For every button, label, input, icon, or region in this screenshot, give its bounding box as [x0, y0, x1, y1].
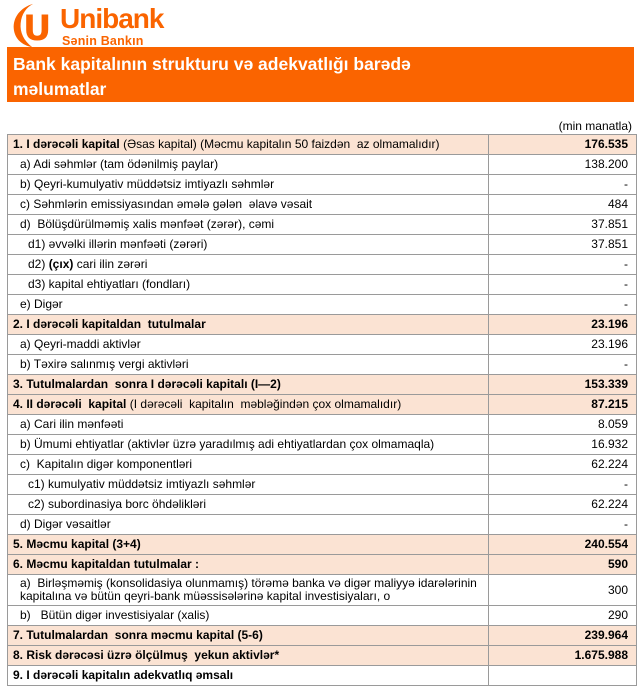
row-label-pre: c) Səhmlərin emissiyasından əmələ gələn əlavə vəsait: [20, 197, 313, 211]
row-label-pre: b) Ümumi ehtiyatlar (aktivlər üzrə yaradılmış adi ehtiyatlardan çox olmamaqla): [20, 437, 435, 451]
table-row: [8, 235, 637, 255]
row-label: [8, 335, 489, 355]
header: [0, 0, 642, 47]
row-label: [8, 555, 489, 575]
table-row: [8, 155, 637, 175]
row-value: -: [489, 275, 637, 295]
unibank-logo-icon: [11, 3, 57, 49]
table-row: [8, 335, 637, 355]
row-value: 239.964: [489, 626, 637, 646]
row-label: [8, 646, 489, 666]
table-row: [8, 175, 637, 195]
row-label: [8, 575, 489, 606]
table-row: [8, 626, 637, 646]
row-label: [8, 375, 489, 395]
table-row: [8, 375, 637, 395]
row-value: 62.224: [489, 495, 637, 515]
row-label-post: cari ilin zərəri: [73, 257, 148, 271]
row-label-pre: c1) kumulyativ müddətsiz imtiyazlı səhmlər: [28, 477, 256, 491]
table-row: [8, 646, 637, 666]
table-row: [8, 275, 637, 295]
table-row: [8, 535, 637, 555]
row-label-pre: b) Təxirə salınmış vergi aktivləri: [20, 357, 189, 371]
table-row: [8, 255, 637, 275]
row-label-bold: 6. Məcmu kapitaldan tutulmalar :: [13, 557, 200, 571]
row-value: 62.224: [489, 455, 637, 475]
row-value: 37.851: [489, 235, 637, 255]
logo-tagline: Sənin Bankın: [62, 34, 144, 48]
table-row: [8, 435, 637, 455]
row-label-pre: e) Digər: [20, 297, 63, 311]
row-label: [8, 435, 489, 455]
row-value: -: [489, 355, 637, 375]
row-label: [8, 475, 489, 495]
row-label: [8, 235, 489, 255]
row-label-bold: 2. I dərəcəli kapitaldan tutulmalar: [13, 317, 206, 331]
row-label-bold: 7. Tutulmalardan sonra məcmu kapital (5-6): [13, 628, 263, 642]
row-label: [8, 255, 489, 275]
row-value: 300: [489, 575, 637, 606]
table-row: [8, 575, 637, 606]
report-title-line-2: məlumatlar: [13, 79, 107, 99]
row-value: 138.200: [489, 155, 637, 175]
row-label-pre: b) Bütün digər investisiyalar (xalis): [20, 608, 210, 622]
table-row: [8, 295, 637, 315]
row-value: 590: [489, 555, 637, 575]
capital-table-body: [8, 135, 637, 686]
row-value: -: [489, 295, 637, 315]
row-label-pre: d1) əvvəlki illərin mənfəəti (zərəri): [28, 237, 208, 251]
table-row: [8, 195, 637, 215]
row-label-pre: d3) kapital ehtiyatları (fondları): [28, 277, 191, 291]
row-label-bold: 4. II dərəcəli kapital: [13, 397, 127, 411]
row-label-pre: a) Cari ilin mənfəəti: [20, 417, 124, 431]
table-row: [8, 495, 637, 515]
row-label: [8, 415, 489, 435]
table-row: [8, 415, 637, 435]
row-label-pre: c) Kapitalın digər komponentləri: [20, 457, 193, 471]
row-label-bold: 3. Tutulmalardan sonra I dərəcəli kapitalı (I—2): [13, 377, 281, 391]
table-row: [8, 606, 637, 626]
row-label: [8, 395, 489, 415]
row-label-pre: d) Digər vəsaitlər: [20, 517, 111, 531]
row-label-bold: (çıx): [48, 257, 74, 271]
row-label: [8, 515, 489, 535]
row-value: 1.675.988: [489, 646, 637, 666]
row-label: [8, 275, 489, 295]
row-label-pre: c2) subordinasiya borc öhdəlikləri: [28, 497, 207, 511]
row-value: 484: [489, 195, 637, 215]
row-value: 290: [489, 606, 637, 626]
row-label-pre: a) Adi səhmlər (tam ödənilmiş paylar): [20, 157, 219, 171]
row-label: [8, 355, 489, 375]
row-value: 16.932: [489, 435, 637, 455]
row-label-bold: 8. Risk dərəcəsi üzrə ölçülmuş yekun aktivlər*: [13, 648, 280, 662]
row-label: [8, 155, 489, 175]
row-label: [8, 455, 489, 475]
row-label-pre: b) Qeyri-kumulyativ müddətsiz imtiyazlı səhmlər: [20, 177, 275, 191]
row-value: [489, 666, 637, 686]
row-value: 240.554: [489, 535, 637, 555]
table-row: [8, 515, 637, 535]
row-label: [8, 195, 489, 215]
row-label-pre: d2): [28, 257, 49, 271]
row-label-bold: 5. Məcmu kapital (3+4): [13, 537, 141, 551]
row-label-pre: d) Bölüşdürülməmiş xalis mənfəət (zərər), cəmi: [20, 217, 275, 231]
row-label-pre: a) Qeyri-maddi aktivlər: [20, 337, 141, 351]
row-value: 23.196: [489, 335, 637, 355]
row-value: -: [489, 255, 637, 275]
table-row: [8, 455, 637, 475]
report-title-line-1: Bank kapitalının strukturu və adekvatlığı barədə: [13, 54, 411, 74]
row-label: [8, 495, 489, 515]
row-value: 37.851: [489, 215, 637, 235]
row-label-bold: 9. I dərəcəli kapitalın adekvatlıq əmsalı: [13, 668, 234, 682]
table-row: [8, 555, 637, 575]
table-row: [8, 395, 637, 415]
capital-structure-table: [7, 134, 637, 686]
row-label: [8, 295, 489, 315]
table-row: [8, 135, 637, 155]
report-title-banner: [7, 47, 634, 102]
row-label: [8, 606, 489, 626]
row-value: 8.059: [489, 415, 637, 435]
table-row: [8, 666, 637, 686]
row-label: [8, 215, 489, 235]
row-label: [8, 626, 489, 646]
unit-note: (min manatla): [558, 119, 632, 133]
row-value: 153.339: [489, 375, 637, 395]
table-row: [8, 355, 637, 375]
logo-wordmark: Unibank: [60, 3, 164, 34]
logo-text: [60, 3, 163, 48]
row-value: -: [489, 175, 637, 195]
table-row: [8, 215, 637, 235]
row-label-post: (Əsas kapital) (Məcmu kapitalın 50 faizdən az olmamalıdır): [119, 137, 440, 151]
table-row: [8, 475, 637, 495]
row-label-pre: a) Birləşməmiş (konsolidasiya olunmamış) törəmə banka və digər maliyyə idarələrinin kapitalına və bütün qeyri-bank müəssisələrinə kapital investisiyaları, o: [20, 576, 481, 603]
row-label: [8, 135, 489, 155]
row-label: [8, 535, 489, 555]
row-label-post: (I dərəcəli kapitalın məbləğindən çox olmamalıdır): [126, 397, 402, 411]
row-value: 176.535: [489, 135, 637, 155]
row-value: 87.215: [489, 395, 637, 415]
row-value: -: [489, 515, 637, 535]
row-value: -: [489, 475, 637, 495]
row-label: [8, 315, 489, 335]
svg-text:U: U: [22, 8, 52, 49]
unibank-logo: [11, 3, 642, 49]
row-label: [8, 175, 489, 195]
row-label: [8, 666, 489, 686]
table-row: [8, 315, 637, 335]
row-value: 23.196: [489, 315, 637, 335]
row-label-bold: 1. I dərəcəli kapital: [13, 137, 120, 151]
